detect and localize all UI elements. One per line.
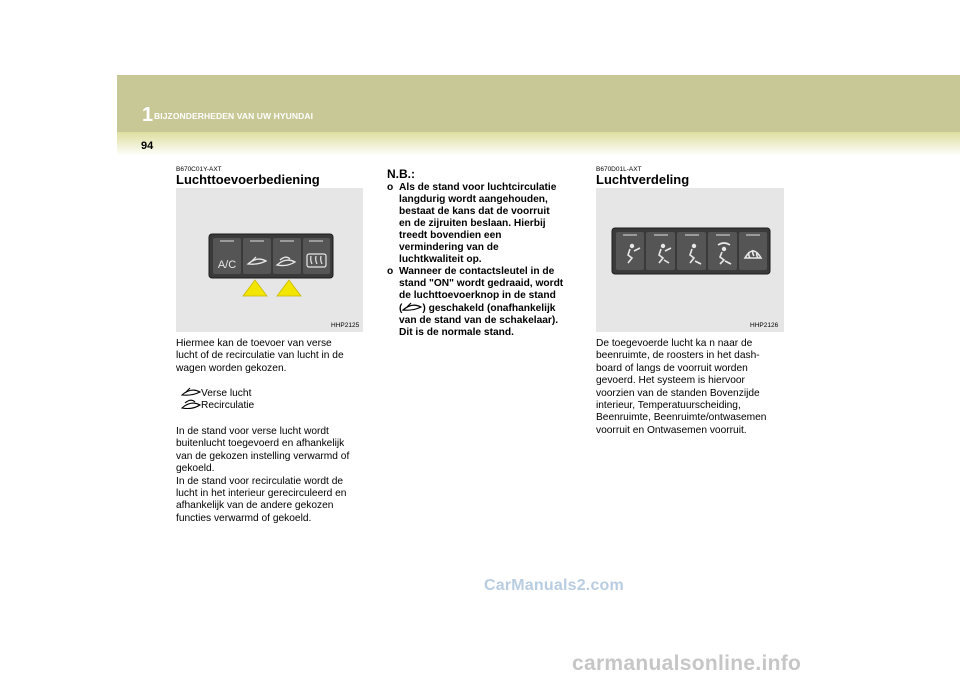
text-line: de luchttoevoerknop in de stand [399, 290, 556, 301]
recirculation-icon [181, 399, 201, 409]
note-list [387, 182, 575, 339]
section-code-left: B670C01Y-AXT [176, 166, 222, 173]
note-title: N.B.: [387, 167, 415, 181]
text-line: vermindering van de [399, 242, 499, 253]
text-line: Dit is de normale stand. [399, 327, 514, 338]
ac-label: A/C [217, 259, 237, 271]
text-line: voorruit en Ontwasemen voorruit. [596, 424, 747, 436]
text-line: langdurig wordt aangehouden, [399, 194, 548, 205]
recirculation-button [273, 238, 301, 274]
section-title-left: Luchttoevoerbediening [176, 172, 320, 187]
text-line: stand "ON" wordt gedraaid, wordt [399, 278, 564, 289]
note-item [387, 266, 575, 339]
text-line: In de stand voor verse lucht wordt [176, 426, 329, 437]
vent-panel-image [596, 188, 784, 332]
text-line: van de stand van de schakelaar). [399, 315, 559, 326]
image-code-right: HHP2126 [750, 322, 779, 329]
text-line: Wanneer de contactsleutel in de [399, 266, 555, 277]
text-line: lucht of de recirculatie van lucht in de [176, 350, 344, 362]
chapter-title: BIJZONDERHEDEN VAN UW HYUNDAI [154, 111, 314, 121]
bullet: o [387, 266, 394, 277]
text-line: In de stand voor recirculatie wordt de [176, 475, 344, 487]
header-band [117, 75, 960, 132]
header-band-fade [117, 132, 960, 156]
text-line: Beenruimte, Beenruimte/ontwasemen [596, 412, 767, 424]
text-line: bestaat de kans dat de voorruit [399, 206, 550, 217]
text-line: board of langs de voorruit worden [596, 362, 748, 374]
page-number: 94 [141, 140, 154, 152]
text-line: treedt bovendien een [399, 230, 502, 241]
control-panel-illustration [176, 188, 363, 332]
watermark-link[interactable]: CarManuals2.com [484, 577, 624, 594]
vent-panel-illustration [596, 188, 784, 332]
bullet: o [387, 182, 394, 193]
text-line: luchtkwaliteit op. [399, 254, 482, 265]
legend-label: Recirculatie [201, 400, 255, 411]
text-line: Als de stand voor luchtcirculatie [399, 182, 557, 193]
text-line: voorzien van de standen Bovenzijde [596, 387, 760, 399]
arrow-icon [243, 280, 267, 296]
text-line: De toegevoerde lucht ka n naar de [596, 338, 753, 349]
text-line: interieur, Temperatuurscheiding, [596, 400, 741, 412]
note-item [387, 182, 575, 266]
legend-recirculation [181, 399, 254, 412]
section-title-right: Luchtverdeling [596, 172, 690, 187]
text-line: ( ) geschakeld (onafhankelijk [399, 303, 556, 314]
watermark-link[interactable]: carmanualsonline.info [572, 652, 802, 675]
fresh-air-icon [402, 302, 422, 312]
legend-label: Verse lucht [201, 388, 252, 399]
body-paragraph-right [596, 338, 784, 437]
text-line: gevoerd. Het systeem is hiervoor [596, 375, 745, 387]
fresh-air-button [243, 238, 271, 274]
text-line: beenruimte, de roosters in het dash- [596, 350, 760, 362]
arrow-icon [277, 280, 301, 296]
intro-paragraph [176, 338, 363, 375]
text-line: en de zijruiten beslaan. Hierbij [399, 218, 546, 229]
section-code-right: B670D01L-AXT [596, 166, 642, 173]
body-paragraph-left [176, 426, 363, 525]
text-line: buitenlucht toegevoerd en afhankelijk [176, 438, 345, 450]
text-line: gekoeld. [176, 463, 215, 475]
text-line: functies verwarmd of gekoeld. [176, 512, 312, 524]
text-line: wagen worden gekozen. [176, 362, 287, 374]
text-line: Hiermee kan de toevoer van verse [176, 338, 332, 349]
control-panel-image [176, 188, 363, 332]
fresh-air-icon [181, 387, 201, 397]
text-line: lucht in het interieur gerecirculeerd en [176, 488, 347, 500]
text-line: afhankelijk van de andere gekozen [176, 500, 334, 512]
image-code-left: HHP2125 [331, 322, 360, 329]
text-line: van de gekozen instelling verwarmd of [176, 450, 350, 462]
chapter-number: 1 [142, 104, 154, 126]
